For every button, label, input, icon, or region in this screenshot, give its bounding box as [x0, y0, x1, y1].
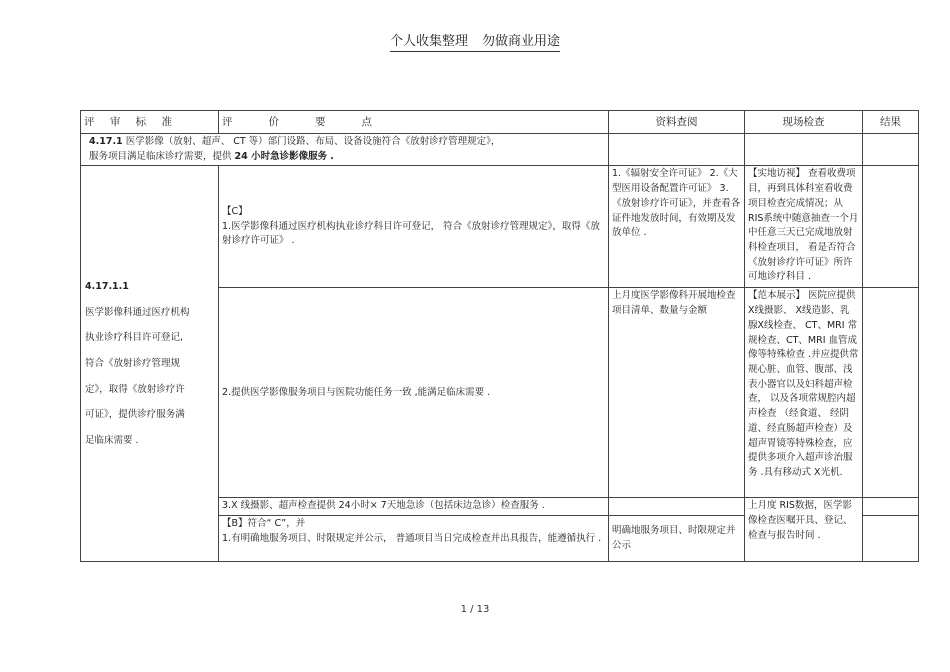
header-right: 勿做商业用途 — [482, 34, 561, 49]
header-standard: 评 审 标 准 — [81, 111, 219, 134]
page-number: 1 / 13 — [460, 604, 490, 615]
header-onsite: 现场检查 — [745, 111, 863, 134]
row1-docs: 1.《辐射安全许可证》 2.《大型医用设备配置许可证》 3.《放射诊疗许可证》，并查看各证件地发放时间，有效期及发放单位 . — [609, 166, 745, 288]
section-row — [81, 134, 919, 166]
header-docs: 资料查阅 — [609, 111, 745, 134]
section-title: 4.17.1 医学影像（放射、超声、 CT 等）部门设路、布局、设备设施符合《放射诊疗管理规定》， 服务项目满足临床诊疗需要，提供 24 小时急诊影像服务 . — [81, 134, 609, 166]
header-line — [390, 30, 560, 52]
row4-point: 【B】符合“ C”，并 1.有明确地服务项目、时限规定并公示， 普通项目当日完成检查并出具报告，能遵循执行 . — [219, 516, 609, 562]
page-header — [0, 30, 950, 52]
row2-onsite: 【范本展示】 医院应提供 X线摄影、 X线造影、乳腺X线检查、 CT、MRI 常规检查、CT、MRI 血管成像等特殊检查 .并应提供常规心脏、血管、腹部、浅表小器官以及妇科超声检查， 以及各项常规腔内超声检查 （经食道、 经阴道、经直肠超声检查）及超声胃镜等特殊检查，应提供多项介入超声诊治服务 .具有移动式 X光机. — [745, 288, 863, 498]
row4-docs: 明确地服务项目、时限规定并公示 — [609, 516, 745, 562]
table-header-row — [81, 111, 919, 134]
table-row — [81, 166, 919, 288]
row4-onsite: 上月度 RIS数据，医学影像检查医嘱开具、登记、检查与报告时间 . — [745, 498, 863, 562]
row3-point: 3.X 线摄影、超声检查提供 24小时× 7天地急诊（包括床边急诊）检查服务 . — [219, 498, 609, 516]
item-standard: 4.17.1.1 医学影像科通过医疗机构 执业诊疗科目许可登记, 符合《放射诊疗管理规 定》，取得《放射诊疗许 可证》，提供诊疗服务满 足临床需要 . — [81, 166, 219, 562]
row2-point: 2.提供医学影像服务项目与医院功能任务一致 ,能满足临床需要 . — [219, 288, 609, 498]
header-result: 结果 — [863, 111, 919, 134]
evaluation-table — [80, 110, 919, 562]
header-left: 个人收集整理 — [389, 34, 468, 49]
header-points: 评 价 要 点 — [219, 111, 609, 134]
row1-point: 【C】 1.医学影像科通过医疗机构执业诊疗科目许可登记， 符合《放射诊疗管理规定》，取得《放射诊疗许可证》 . — [219, 166, 609, 288]
row2-docs: 上月度医学影像科开展地检查项目清单、数量与金额 — [609, 288, 745, 498]
row1-onsite: 【实地访视】 查看收费项目，再到具体科室看收费项目检查完成情况；从 RIS系统中随意抽查一个月中任意三天已完成地放射科检查项目， 看是否符合《放射诊疗许可证》所许可地诊疗科目 . — [745, 166, 863, 288]
